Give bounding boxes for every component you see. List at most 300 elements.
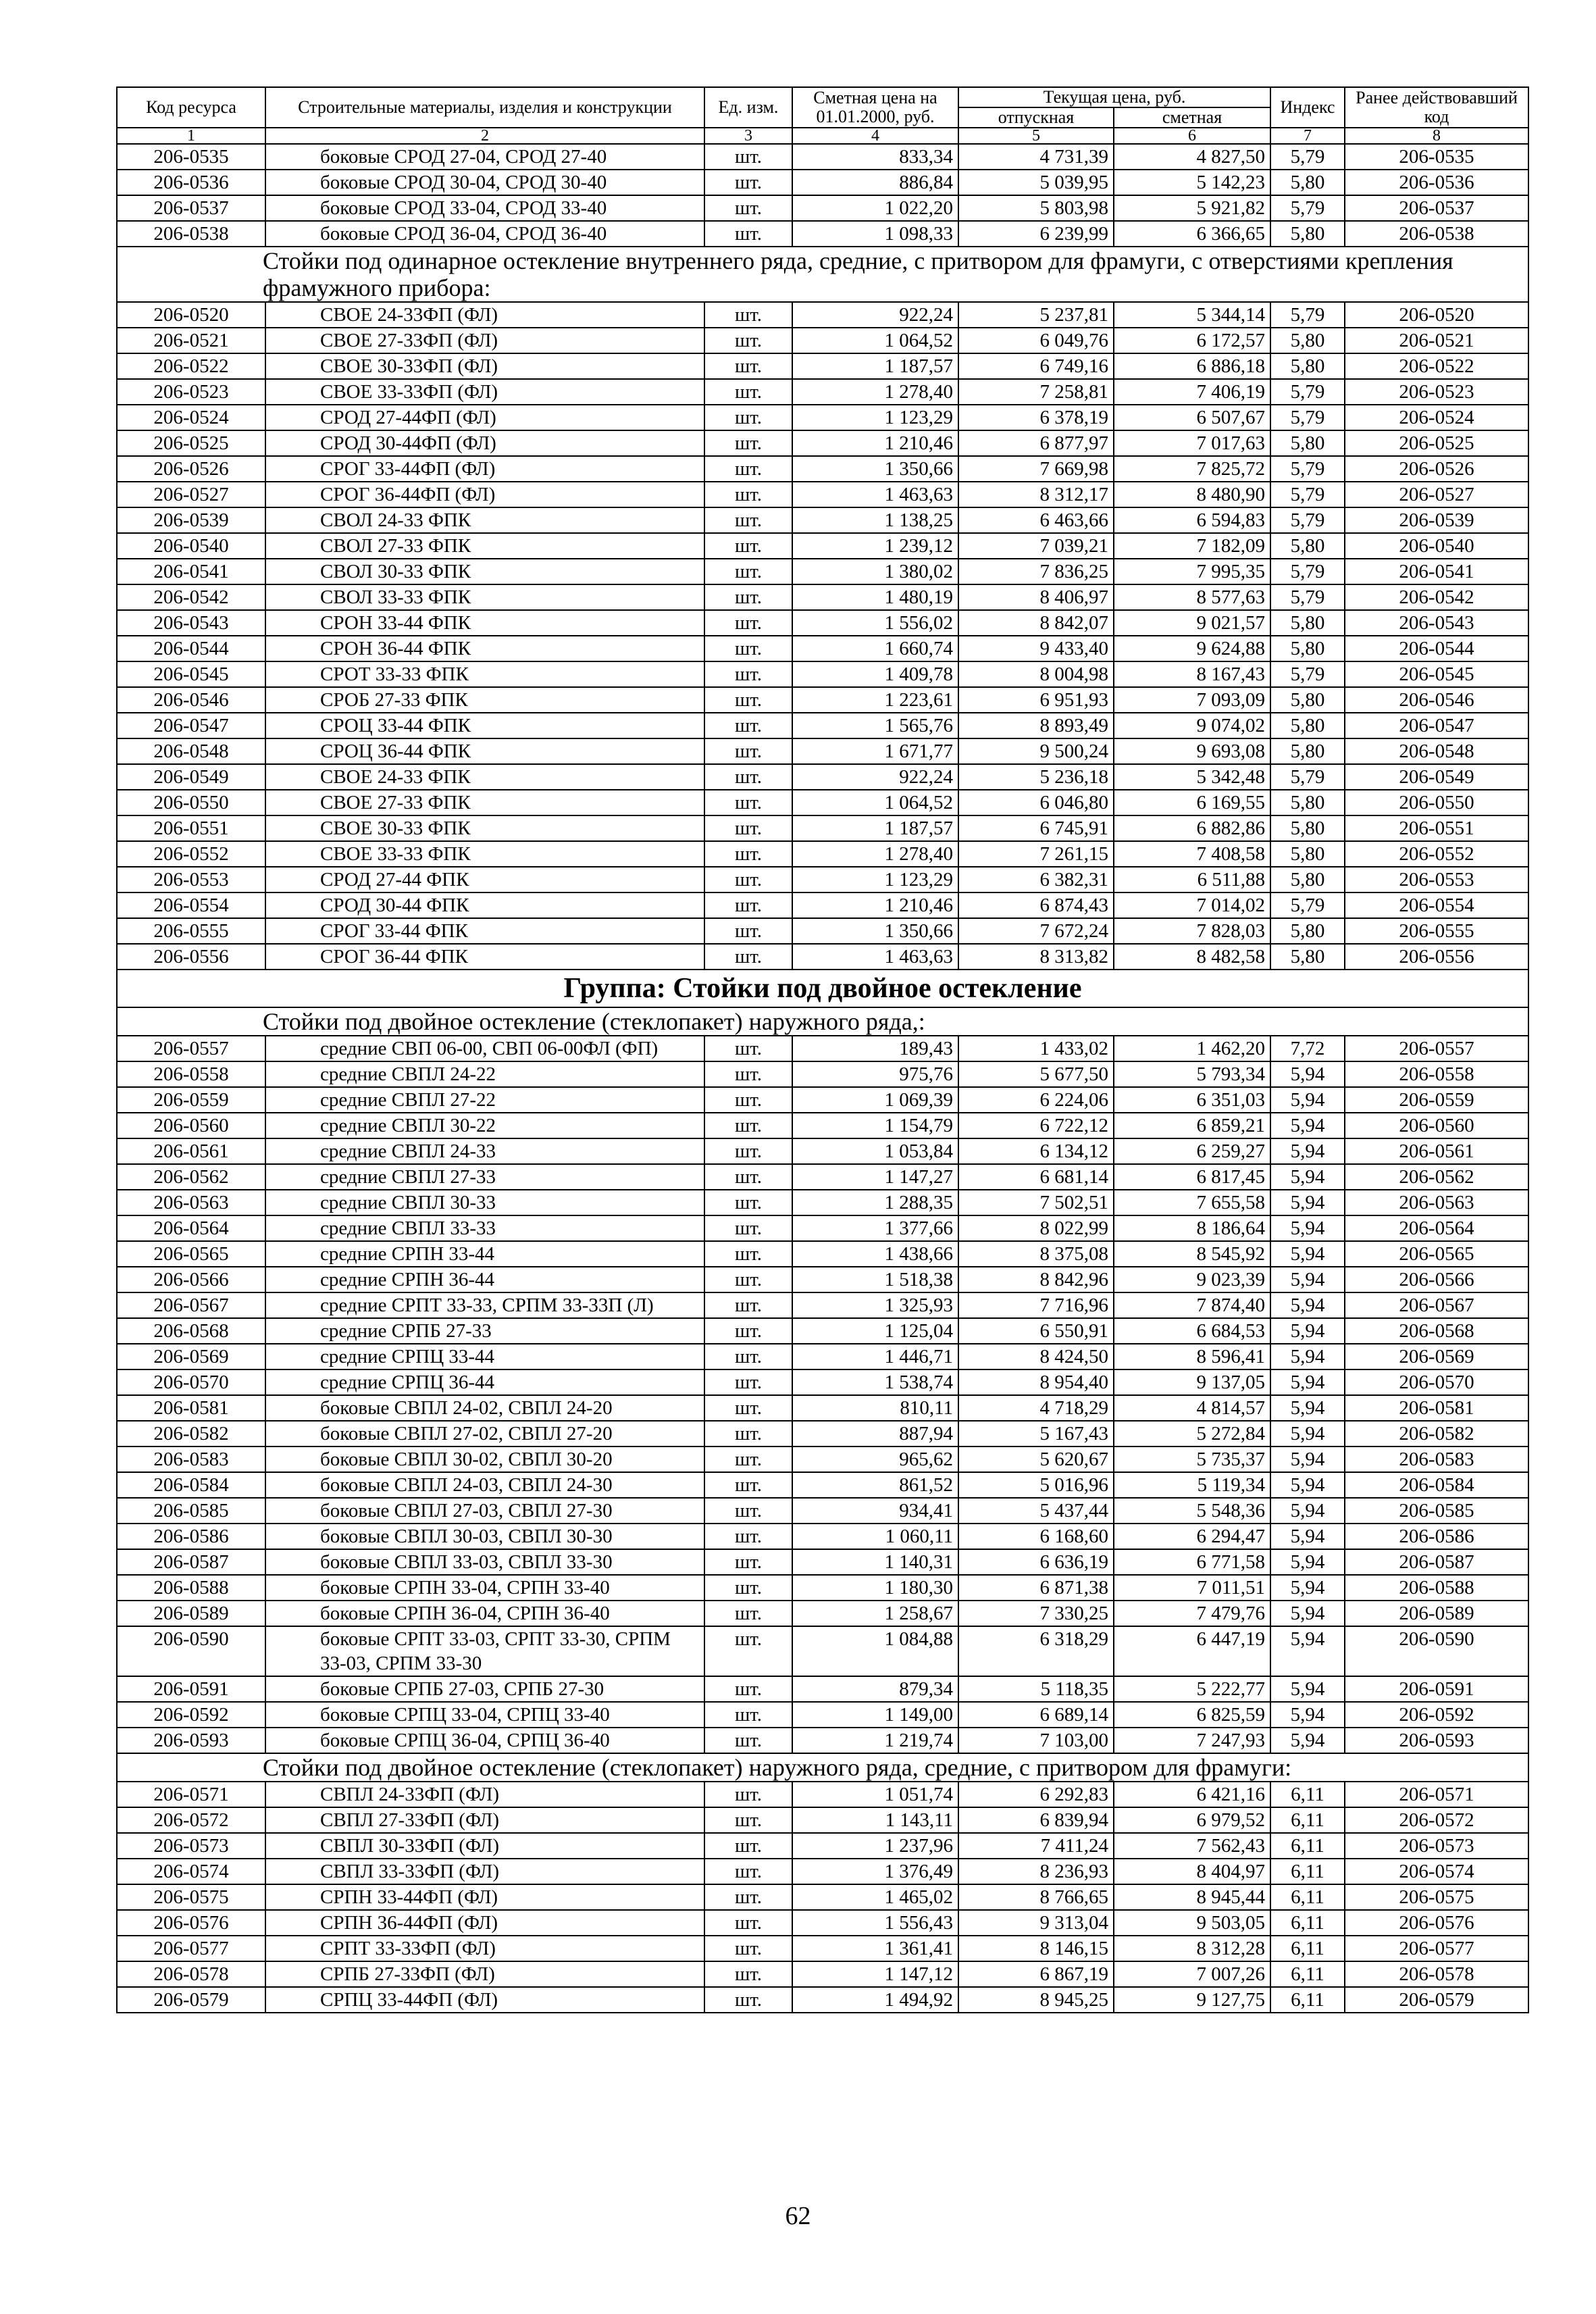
price-index: 5,80 [1270,610,1345,636]
resource-code: 206-0554 [117,892,265,918]
material-name: СРОГ 36-44 ФПК [265,944,704,970]
wholesale-price: 9 500,24 [958,738,1114,764]
unit: шт. [704,533,792,559]
base-price: 1 147,12 [792,1961,958,1987]
unit: шт. [704,1447,792,1472]
wholesale-price: 7 502,51 [958,1190,1114,1215]
table-row [117,1292,1528,1318]
table-row [117,764,1528,790]
price-index: 5,79 [1270,892,1345,918]
unit: шт. [704,1215,792,1241]
wholesale-price: 7 330,25 [958,1601,1114,1626]
table-row [117,841,1528,867]
previous-code: 206-0558 [1345,1061,1528,1087]
unit: шт. [704,482,792,507]
wholesale-price: 6 867,19 [958,1961,1114,1987]
estimate-price: 6 366,65 [1114,221,1270,247]
resource-code: 206-0539 [117,507,265,533]
price-index: 5,94 [1270,1241,1345,1267]
unit: шт. [704,815,792,841]
unit: шт. [704,1164,792,1190]
column-number: 2 [265,128,704,144]
resource-code: 206-0527 [117,482,265,507]
base-price: 1 556,43 [792,1910,958,1936]
base-price: 189,43 [792,1036,958,1061]
wholesale-price: 5 803,98 [958,195,1114,221]
price-table [116,86,1529,2013]
previous-code: 206-0584 [1345,1472,1528,1498]
table-row [117,1138,1528,1164]
estimate-price: 5 921,82 [1114,195,1270,221]
wholesale-price: 8 842,96 [958,1267,1114,1292]
material-name: СРОД 30-44ФП (ФЛ) [265,430,704,456]
table-row [117,533,1528,559]
base-price: 1 143,11 [792,1807,958,1833]
wholesale-price: 5 016,96 [958,1472,1114,1498]
unit: шт. [704,1395,792,1421]
wholesale-price: 6 134,12 [958,1138,1114,1164]
material-name: СРОД 30-44 ФПК [265,892,704,918]
wholesale-price: 7 411,24 [958,1833,1114,1859]
material-name: боковые СРОД 36-04, СРОД 36-40 [265,221,704,247]
material-name: СРОГ 33-44 ФПК [265,918,704,944]
price-index: 5,80 [1270,170,1345,195]
base-price: 1 377,66 [792,1215,958,1241]
estimate-price: 5 735,37 [1114,1447,1270,1472]
estimate-price: 5 222,77 [1114,1676,1270,1702]
table-row [117,1241,1528,1267]
base-price: 1 187,57 [792,815,958,841]
base-price: 1 376,49 [792,1859,958,1884]
price-index: 5,94 [1270,1472,1345,1498]
wholesale-price: 8 766,65 [958,1884,1114,1910]
base-price: 1 069,39 [792,1087,958,1113]
resource-code: 206-0571 [117,1782,265,1807]
table-row [117,1036,1528,1061]
col-estimate-header: сметная [1114,107,1270,128]
price-index: 5,79 [1270,405,1345,430]
previous-code: 206-0544 [1345,636,1528,661]
unit: шт. [704,1575,792,1601]
previous-code: 206-0542 [1345,584,1528,610]
table-row [117,1549,1528,1575]
material-name: средние СВПЛ 24-33 [265,1138,704,1164]
resource-code: 206-0588 [117,1575,265,1601]
section-row [117,1007,1528,1036]
unit: шт. [704,1601,792,1626]
base-price: 934,41 [792,1498,958,1524]
base-price: 1 361,41 [792,1936,958,1961]
material-name: СРОЦ 33-44 ФПК [265,713,704,738]
unit: шт. [704,738,792,764]
price-index: 5,94 [1270,1292,1345,1318]
unit: шт. [704,1702,792,1728]
price-index: 5,80 [1270,533,1345,559]
estimate-price: 7 995,35 [1114,559,1270,584]
estimate-price: 6 825,59 [1114,1702,1270,1728]
unit: шт. [704,1676,792,1702]
resource-code: 206-0578 [117,1961,265,1987]
price-index: 5,94 [1270,1601,1345,1626]
col-code-header: Код ресурса [117,87,265,128]
previous-code: 206-0561 [1345,1138,1528,1164]
estimate-price: 5 119,34 [1114,1472,1270,1498]
material-name: боковые СРПТ 33-03, СРПТ 33-30, СРПМ 33-03, СРПМ 33-30 [265,1626,704,1676]
estimate-price: 7 655,58 [1114,1190,1270,1215]
table-row [117,892,1528,918]
estimate-price: 9 023,39 [1114,1267,1270,1292]
wholesale-price: 7 103,00 [958,1728,1114,1753]
base-price: 1 064,52 [792,328,958,353]
estimate-price: 6 259,27 [1114,1138,1270,1164]
unit: шт. [704,1472,792,1498]
previous-code: 206-0555 [1345,918,1528,944]
resource-code: 206-0558 [117,1061,265,1087]
price-index: 5,80 [1270,867,1345,892]
resource-code: 206-0563 [117,1190,265,1215]
base-price: 1 138,25 [792,507,958,533]
estimate-price: 6 169,55 [1114,790,1270,815]
previous-code: 206-0537 [1345,195,1528,221]
unit: шт. [704,1549,792,1575]
table-row [117,867,1528,892]
previous-code: 206-0557 [1345,1036,1528,1061]
table-row [117,1859,1528,1884]
base-price: 1 051,74 [792,1782,958,1807]
estimate-price: 8 577,63 [1114,584,1270,610]
resource-code: 206-0568 [117,1318,265,1344]
wholesale-price: 4 718,29 [958,1395,1114,1421]
table-row [117,1987,1528,2013]
material-name: средние СВПЛ 30-33 [265,1190,704,1215]
price-index: 6,11 [1270,1859,1345,1884]
price-index: 6,11 [1270,1961,1345,1987]
estimate-price: 6 771,58 [1114,1549,1270,1575]
previous-code: 206-0579 [1345,1987,1528,2013]
resource-code: 206-0535 [117,144,265,170]
base-price: 1 022,20 [792,195,958,221]
wholesale-price: 8 236,93 [958,1859,1114,1884]
unit: шт. [704,1782,792,1807]
material-name: боковые СВПЛ 27-02, СВПЛ 27-20 [265,1421,704,1447]
estimate-price: 7 828,03 [1114,918,1270,944]
table-row [117,1524,1528,1549]
material-name: средние СВПЛ 33-33 [265,1215,704,1241]
price-index: 5,80 [1270,430,1345,456]
table-row [117,661,1528,687]
unit: шт. [704,144,792,170]
material-name: средние СРПТ 33-33, СРПМ 33-33П (Л) [265,1292,704,1318]
previous-code: 206-0577 [1345,1936,1528,1961]
unit: шт. [704,687,792,713]
table-row [117,944,1528,970]
price-index: 5,80 [1270,353,1345,379]
previous-code: 206-0570 [1345,1369,1528,1395]
unit: шт. [704,353,792,379]
unit: шт. [704,456,792,482]
resource-code: 206-0565 [117,1241,265,1267]
unit: шт. [704,636,792,661]
price-index: 5,79 [1270,507,1345,533]
base-price: 922,24 [792,302,958,328]
material-name: СВОЛ 33-33 ФПК [265,584,704,610]
resource-code: 206-0587 [117,1549,265,1575]
unit: шт. [704,918,792,944]
table-row [117,456,1528,482]
price-index: 5,94 [1270,1447,1345,1472]
unit: шт. [704,1036,792,1061]
material-name: СВОЕ 24-33 ФПК [265,764,704,790]
material-name: СРОЦ 36-44 ФПК [265,738,704,764]
price-index: 5,94 [1270,1421,1345,1447]
price-index: 5,79 [1270,584,1345,610]
table-row [117,1702,1528,1728]
wholesale-price: 5 677,50 [958,1061,1114,1087]
previous-code: 206-0591 [1345,1676,1528,1702]
base-price: 1 446,71 [792,1344,958,1369]
material-name: СРОН 33-44 ФПК [265,610,704,636]
price-index: 6,11 [1270,1910,1345,1936]
unit: шт. [704,790,792,815]
resource-code: 206-0520 [117,302,265,328]
price-index: 6,11 [1270,1807,1345,1833]
material-name: СВПЛ 33-33ФП (ФЛ) [265,1859,704,1884]
material-name: СРПЦ 33-44ФП (ФЛ) [265,1987,704,2013]
material-name: СВОЛ 30-33 ФПК [265,559,704,584]
price-index: 5,94 [1270,1395,1345,1421]
material-name: средние СРПН 33-44 [265,1241,704,1267]
base-price: 1 140,31 [792,1549,958,1575]
base-price: 1 538,74 [792,1369,958,1395]
table-row [117,353,1528,379]
material-name: СРПТ 33-33ФП (ФЛ) [265,1936,704,1961]
unit: шт. [704,1190,792,1215]
resource-code: 206-0551 [117,815,265,841]
resource-code: 206-0536 [117,170,265,195]
estimate-price: 8 482,58 [1114,944,1270,970]
material-name: средние СРПН 36-44 [265,1267,704,1292]
base-price: 1 237,96 [792,1833,958,1859]
previous-code: 206-0551 [1345,815,1528,841]
col-name-header: Строительные материалы, изделия и конструкции [265,87,704,128]
price-index: 5,94 [1270,1524,1345,1549]
previous-code: 206-0565 [1345,1241,1528,1267]
table-row [117,1113,1528,1138]
resource-code: 206-0567 [117,1292,265,1318]
estimate-price: 4 827,50 [1114,144,1270,170]
group-title: Группа: Стойки под двойное остекление [117,970,1528,1007]
material-name: СВОЕ 30-33ФП (ФЛ) [265,353,704,379]
price-index: 5,80 [1270,815,1345,841]
material-name: СРОН 36-44 ФПК [265,636,704,661]
base-price: 861,52 [792,1472,958,1498]
wholesale-price: 6 463,66 [958,507,1114,533]
resource-code: 206-0549 [117,764,265,790]
estimate-price: 6 859,21 [1114,1113,1270,1138]
wholesale-price: 6 318,29 [958,1626,1114,1676]
resource-code: 206-0552 [117,841,265,867]
resource-code: 206-0553 [117,867,265,892]
resource-code: 206-0593 [117,1728,265,1753]
wholesale-price: 8 313,82 [958,944,1114,970]
base-price: 1 219,74 [792,1728,958,1753]
section-title: Стойки под двойное остекление (стеклопакет) наружного ряда,: [117,1007,1528,1036]
previous-code: 206-0556 [1345,944,1528,970]
price-index: 5,94 [1270,1676,1345,1702]
resource-code: 206-0581 [117,1395,265,1421]
estimate-price: 7 007,26 [1114,1961,1270,1987]
estimate-price: 6 421,16 [1114,1782,1270,1807]
column-number: 5 [958,128,1114,144]
unit: шт. [704,379,792,405]
price-index: 5,94 [1270,1626,1345,1676]
unit: шт. [704,221,792,247]
page-number: 62 [785,2202,811,2230]
wholesale-price: 6 877,97 [958,430,1114,456]
unit: шт. [704,1728,792,1753]
resource-code: 206-0589 [117,1601,265,1626]
base-price: 1 125,04 [792,1318,958,1344]
base-price: 1 671,77 [792,738,958,764]
resource-code: 206-0546 [117,687,265,713]
base-price: 1 380,02 [792,559,958,584]
base-price: 1 149,00 [792,1702,958,1728]
previous-code: 206-0540 [1345,533,1528,559]
wholesale-price: 5 620,67 [958,1447,1114,1472]
table-row [117,170,1528,195]
resource-code: 206-0541 [117,559,265,584]
unit: шт. [704,1884,792,1910]
previous-code: 206-0581 [1345,1395,1528,1421]
material-name: СВОЕ 24-33ФП (ФЛ) [265,302,704,328]
price-index: 5,94 [1270,1138,1345,1164]
table-row [117,918,1528,944]
material-name: СВОЕ 27-33 ФПК [265,790,704,815]
previous-code: 206-0568 [1345,1318,1528,1344]
estimate-price: 9 624,88 [1114,636,1270,661]
resource-code: 206-0583 [117,1447,265,1472]
table-row [117,1061,1528,1087]
material-name: СРПН 33-44ФП (ФЛ) [265,1884,704,1910]
wholesale-price: 8 375,08 [958,1241,1114,1267]
estimate-price: 9 127,75 [1114,1987,1270,2013]
estimate-price: 8 312,28 [1114,1936,1270,1961]
unit: шт. [704,1061,792,1087]
wholesale-price: 6 382,31 [958,867,1114,892]
wholesale-price: 5 236,18 [958,764,1114,790]
wholesale-price: 5 437,44 [958,1498,1114,1524]
wholesale-price: 7 669,98 [958,456,1114,482]
estimate-price: 6 294,47 [1114,1524,1270,1549]
material-name: средние СВПЛ 27-22 [265,1087,704,1113]
base-price: 1 278,40 [792,379,958,405]
previous-code: 206-0559 [1345,1087,1528,1113]
price-index: 5,94 [1270,1369,1345,1395]
previous-code: 206-0592 [1345,1702,1528,1728]
previous-code: 206-0587 [1345,1549,1528,1575]
base-price: 1 239,12 [792,533,958,559]
unit: шт. [704,1961,792,1987]
previous-code: 206-0566 [1345,1267,1528,1292]
previous-code: 206-0524 [1345,405,1528,430]
material-name: боковые СВПЛ 24-03, СВПЛ 24-30 [265,1472,704,1498]
resource-code: 206-0591 [117,1676,265,1702]
price-index: 5,80 [1270,221,1345,247]
base-price: 1 123,29 [792,867,958,892]
col-index-header: Индекс [1270,87,1345,128]
price-index: 5,80 [1270,944,1345,970]
price-index: 5,80 [1270,790,1345,815]
price-index: 5,79 [1270,661,1345,687]
resource-code: 206-0559 [117,1087,265,1113]
previous-code: 206-0560 [1345,1113,1528,1138]
column-number: 3 [704,128,792,144]
previous-code: 206-0536 [1345,170,1528,195]
resource-code: 206-0560 [117,1113,265,1138]
price-index: 5,94 [1270,1190,1345,1215]
material-name: СРОД 27-44 ФПК [265,867,704,892]
base-price: 965,62 [792,1447,958,1472]
table-row [117,1807,1528,1833]
resource-code: 206-0550 [117,790,265,815]
previous-code: 206-0543 [1345,610,1528,636]
table-row [117,482,1528,507]
base-price: 1 556,02 [792,610,958,636]
price-index: 5,79 [1270,482,1345,507]
table-row [117,1447,1528,1472]
resource-code: 206-0540 [117,533,265,559]
material-name: боковые СВПЛ 30-03, СВПЛ 30-30 [265,1524,704,1549]
unit: шт. [704,1087,792,1113]
unit: шт. [704,1241,792,1267]
table-row [117,559,1528,584]
col-current-price-header: Текущая цена, руб. [958,87,1270,107]
previous-code: 206-0590 [1345,1626,1528,1676]
price-index: 5,94 [1270,1318,1345,1344]
price-index: 5,80 [1270,328,1345,353]
table-body [117,144,1528,2013]
estimate-price: 9 503,05 [1114,1910,1270,1936]
unit: шт. [704,892,792,918]
estimate-price: 7 247,93 [1114,1728,1270,1753]
resource-code: 206-0561 [117,1138,265,1164]
estimate-price: 6 882,86 [1114,815,1270,841]
price-index: 5,80 [1270,713,1345,738]
base-price: 1 288,35 [792,1190,958,1215]
table-row [117,1395,1528,1421]
material-name: средние СВП 06-00, СВП 06-00ФЛ (ФП) [265,1036,704,1061]
unit: шт. [704,1138,792,1164]
material-name: средние СРПЦ 36-44 [265,1369,704,1395]
table-row [117,738,1528,764]
material-name: СРПН 36-44ФП (ФЛ) [265,1910,704,1936]
base-price: 1 180,30 [792,1575,958,1601]
column-number: 4 [792,128,958,144]
table-row [117,1782,1528,1807]
previous-code: 206-0545 [1345,661,1528,687]
unit: шт. [704,584,792,610]
estimate-price: 7 014,02 [1114,892,1270,918]
table-row [117,1575,1528,1601]
column-number: 1 [117,128,265,144]
table-row [117,302,1528,328]
wholesale-price: 6 378,19 [958,405,1114,430]
base-price: 1 098,33 [792,221,958,247]
unit: шт. [704,302,792,328]
wholesale-price: 9 313,04 [958,1910,1114,1936]
estimate-price: 6 886,18 [1114,353,1270,379]
base-price: 1 518,38 [792,1267,958,1292]
